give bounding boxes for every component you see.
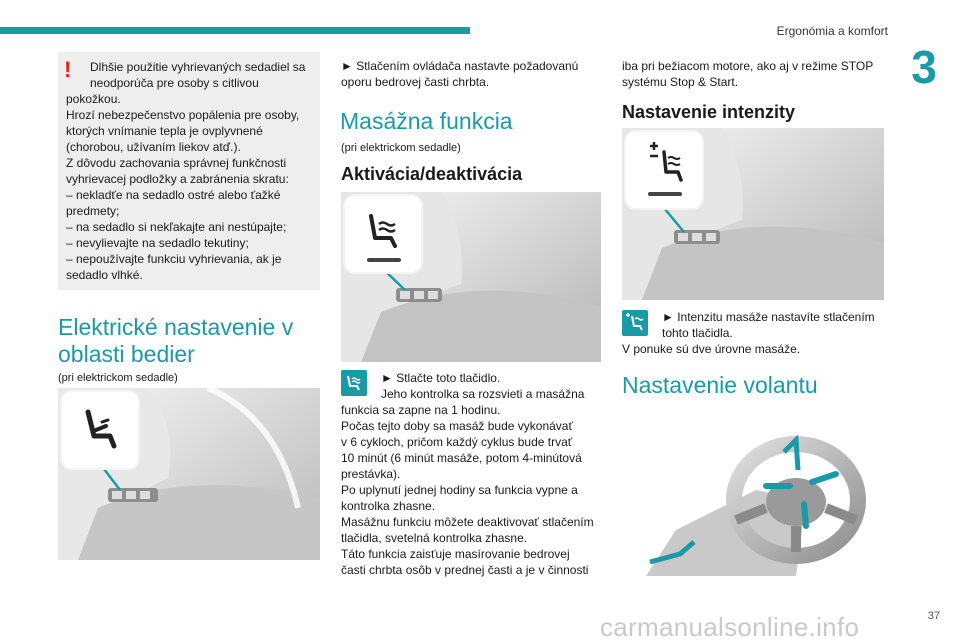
massage-line: kontrolka zhasne. <box>341 499 436 513</box>
warning-exclamation-icon: ! <box>64 57 72 82</box>
massage-line: Po uplynutí jednej hodiny sa funkcia vypne a <box>341 483 578 497</box>
intensity-intro-line: iba pri bežiacom motore, ako aj v režime STOP <box>622 59 874 73</box>
lumbar-instruction-line: oporu bedrovej časti chrbta. <box>341 75 490 89</box>
lumbar-title-line: oblasti bedier <box>58 341 195 367</box>
steering-title: Nastavenie volantu <box>622 372 818 398</box>
chapter-number: 3 <box>911 41 937 93</box>
warning-line: ktorých vnímanie tepla je ovplyvnené <box>66 124 263 138</box>
section-title: Ergonómia a komfort <box>776 24 888 38</box>
massage-title: Masážna funkcia <box>340 108 513 134</box>
watermark: carmanualsonline.info <box>600 612 860 642</box>
massage-line: Táto funkcia zaisťuje masírovanie bedrovej <box>341 547 570 561</box>
warning-box <box>58 52 320 290</box>
header-accent-bar <box>0 27 470 34</box>
steering-wheel-illustration <box>636 430 882 576</box>
lumbar-title-line: Elektrické nastavenie v <box>58 314 294 340</box>
massage-button[interactable] <box>345 196 421 272</box>
warning-line: – nepoužívajte funkciu vyhrievania, ak je <box>66 252 282 266</box>
warning-line: Dlhšie použitie vyhrievaných sedadiel sa <box>90 60 306 74</box>
warning-line: – na sedadlo si nekľakajte ani nestúpajte; <box>66 220 287 234</box>
massage-line: časti chrbta osôb v prednej časti a je v činnosti <box>341 563 589 577</box>
lumbar-seat-icon <box>62 392 138 468</box>
warning-line: Hrozí nebezpečenstvo popálenia pre osoby, <box>66 108 300 122</box>
massage-intensity-icon <box>626 132 702 208</box>
intensity-body <box>622 309 884 357</box>
warning-line: (chorobou, užívaním liekov atď.). <box>66 140 241 154</box>
massage-line: tlačidla, svetelná kontrolka zhasne. <box>341 531 528 545</box>
warning-line: – nekladťe na sedadlo ostré alebo ťažké <box>66 188 281 202</box>
massage-line: ► Stlačte toto tlačidlo. <box>381 371 501 385</box>
warning-line: pokožkou. <box>66 92 121 106</box>
massage-line: funkcia sa zapne na 1 hodinu. <box>341 403 501 417</box>
intensity-line: ► Intenzitu masáže nastavíte stlačením <box>662 310 875 324</box>
massage-line: Jeho kontrolka sa rozsvieti a masážna <box>381 387 585 401</box>
massage-subtitle: Aktivácia/deaktivácia <box>341 164 523 184</box>
warning-line: neodporúča pre osoby s citlivou <box>90 76 259 90</box>
lumbar-instruction <box>341 58 603 90</box>
lumbar-seat-button[interactable] <box>62 392 138 468</box>
intensity-title: Nastavenie intenzity <box>622 102 796 122</box>
warning-line: vyhrievacej podložky a zabránenia skratu: <box>66 172 289 186</box>
warning-text <box>66 59 312 283</box>
lumbar-instruction-line: ► Stlačením ovládača nastavte požadovanú <box>341 59 579 73</box>
warning-line: Z dôvodu zachovania správnej funkčnosti <box>66 156 287 170</box>
intensity-intro <box>622 58 884 90</box>
massage-line: Masážnu funkciu môžete deaktivovať stlačením <box>341 515 594 529</box>
lumbar-title <box>58 314 320 368</box>
steering-wheel-arrows-icon <box>636 430 882 576</box>
massage-body <box>341 370 603 578</box>
warning-line: – nevylievajte na sedadlo tekutiny; <box>66 236 249 250</box>
intensity-line: V ponuke sú dve úrovne masáže. <box>622 342 801 356</box>
massage-line: v 6 cykloch, pričom každý cyklus bude trvať <box>341 435 573 449</box>
lumbar-note: (pri elektrickom sedadle) <box>58 372 178 384</box>
massage-line: Počas tejto doby sa masáž bude vykonávať <box>341 419 573 433</box>
massage-line: 10 minút (6 minút masáže, potom 4-minútová <box>341 451 582 465</box>
massage-line: prestávka). <box>341 467 401 481</box>
massage-note: (pri elektrickom sedadle) <box>341 142 461 154</box>
warning-line: sedadlo vlhké. <box>66 268 143 282</box>
warning-line: predmety; <box>66 204 120 218</box>
intensity-intro-line: systému Stop & Start. <box>622 75 739 89</box>
intensity-line: tohto tlačidla. <box>662 326 733 340</box>
page-number: 37 <box>927 610 940 622</box>
intensity-button[interactable] <box>626 132 702 208</box>
massage-seat-icon <box>345 196 421 272</box>
